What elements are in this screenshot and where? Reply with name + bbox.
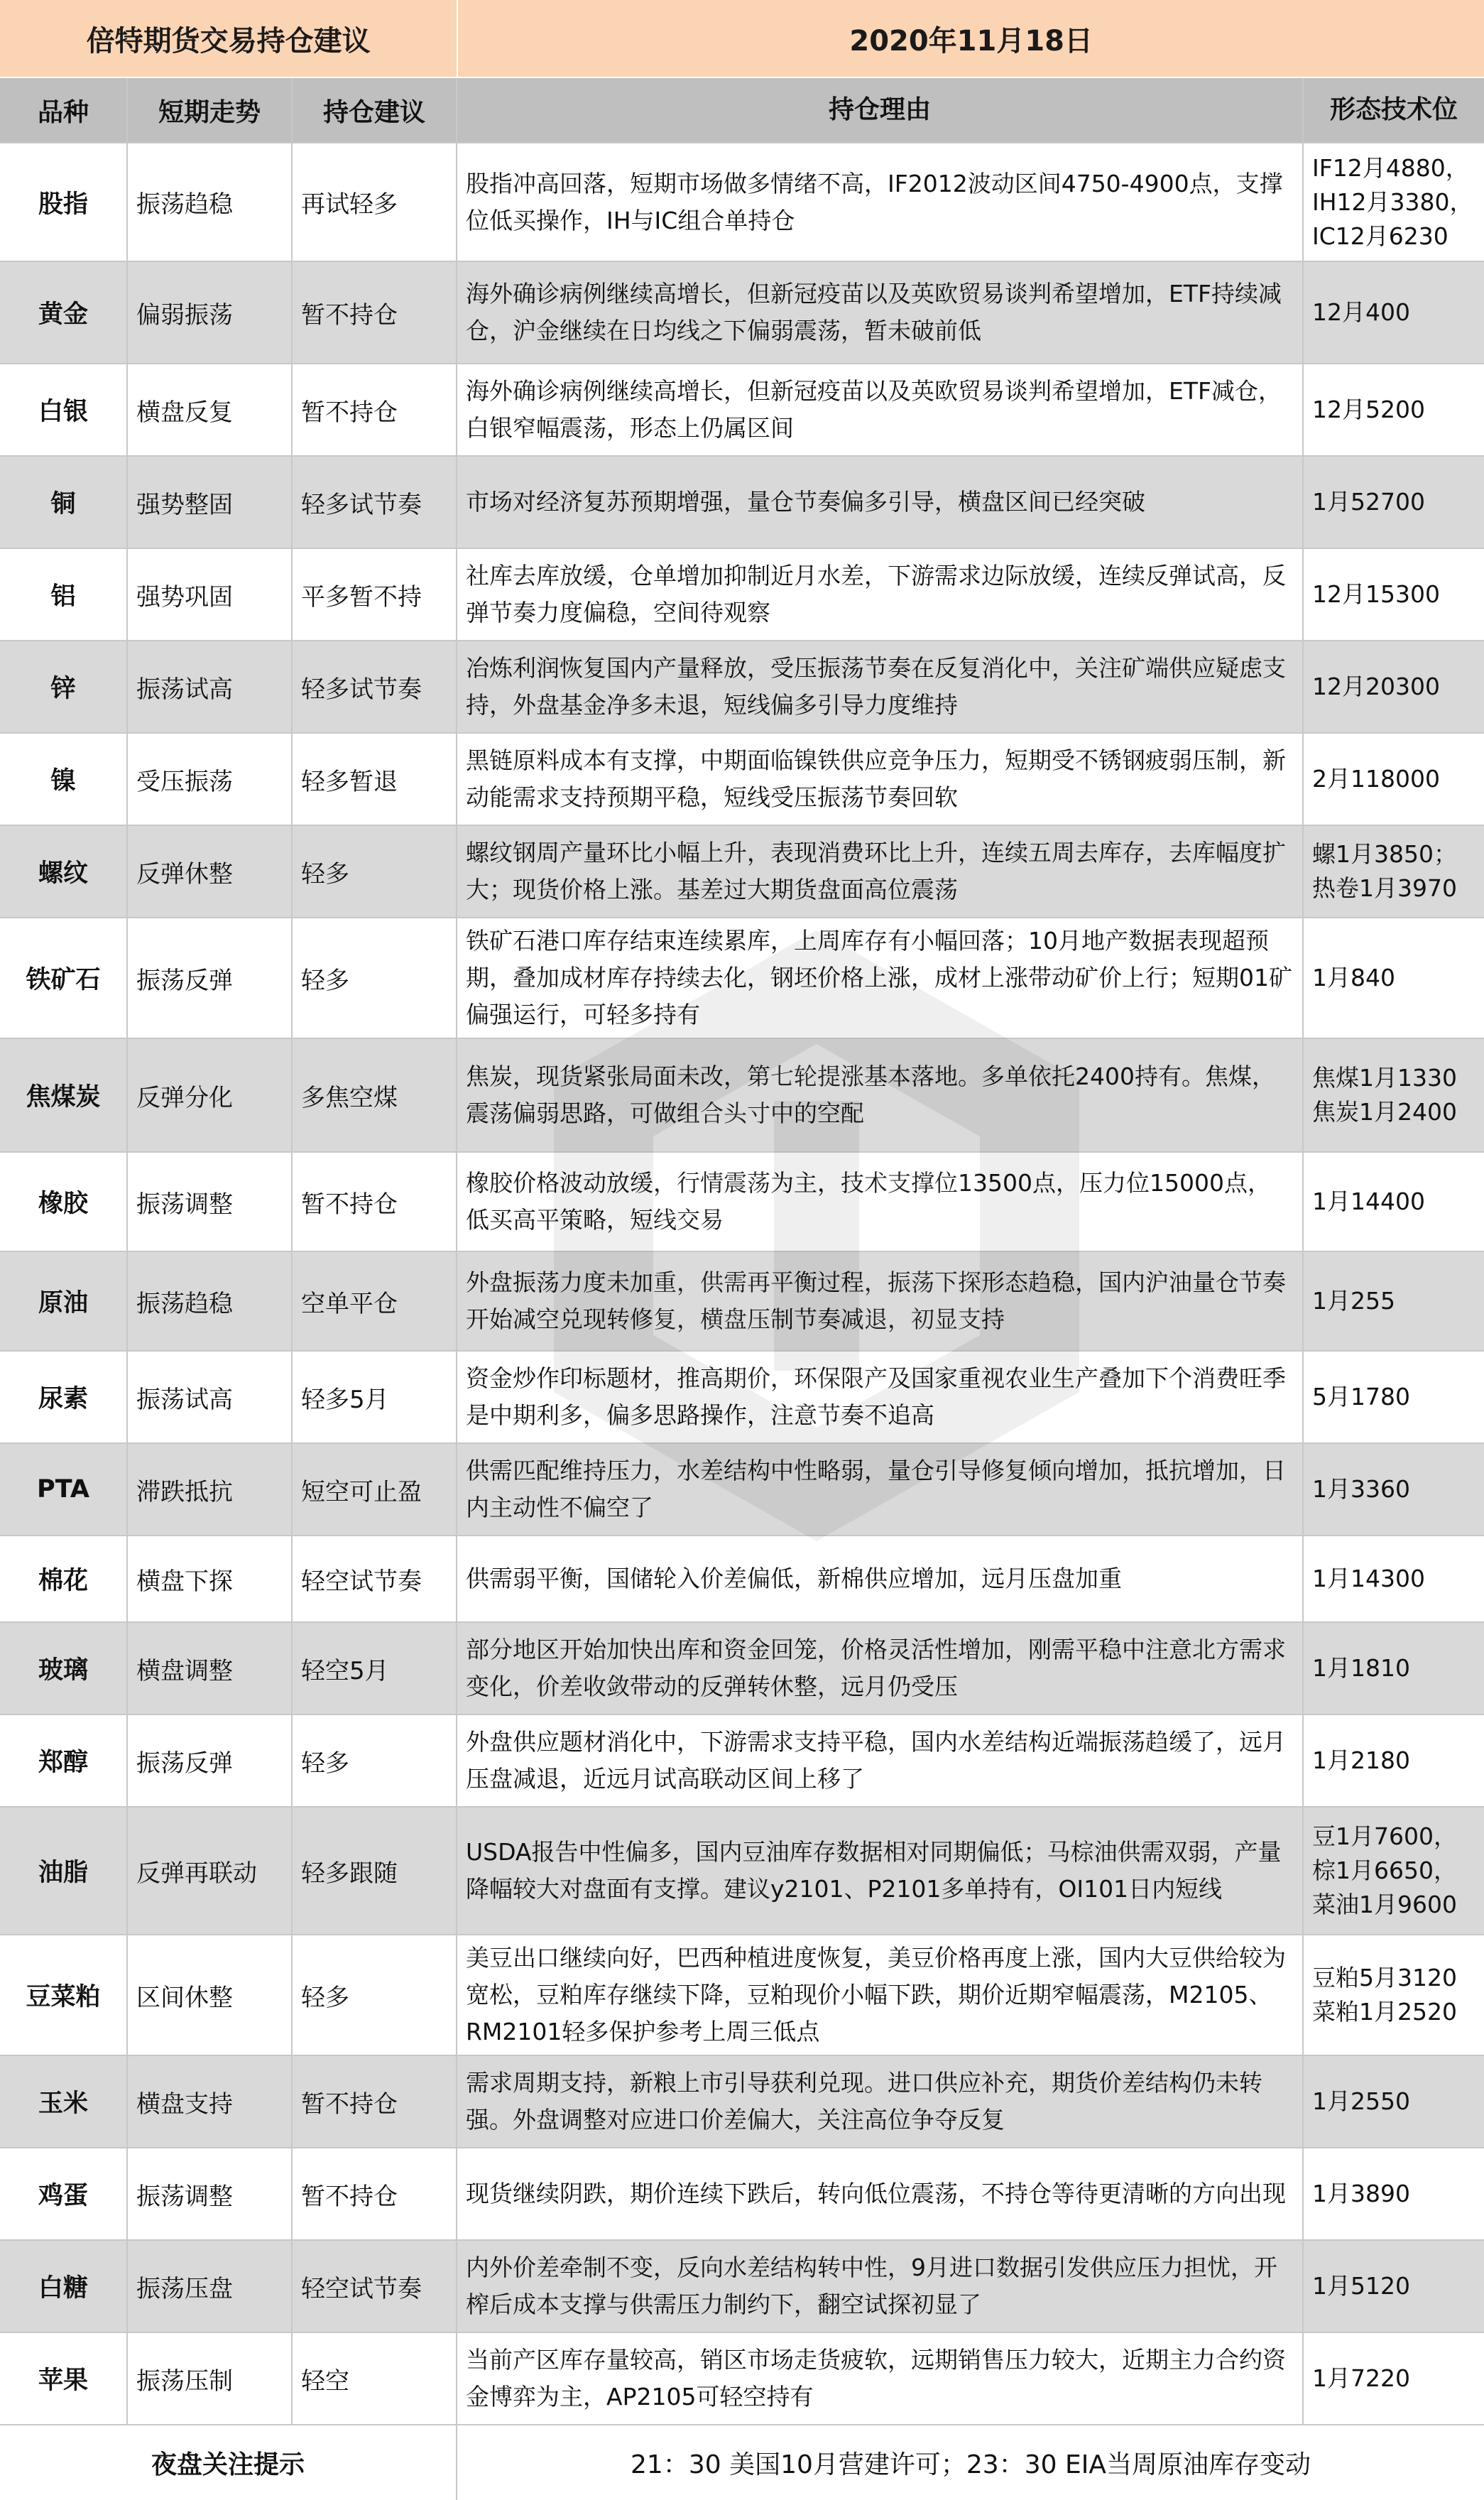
cell-reason: 股指冲高回落，短期市场做多情绪不高，IF2012波动区间4750-4900点，支撑位低买操作，IH与IC组合单持仓 — [457, 143, 1304, 261]
cell-reason: 外盘振荡力度未加重，供需再平衡过程，振荡下探形态趋稳，国内沪油量仓节奏开始减空兑现转修复，横盘压制节奏减退，初显支持 — [457, 1252, 1304, 1350]
cell-advice: 轻空试节奏 — [293, 1536, 457, 1621]
cell-advice: 轻空5月 — [293, 1623, 457, 1714]
cell-variety: 鸡蛋 — [0, 2148, 128, 2239]
cell-reason: 海外确诊病例继续高增长，但新冠疫苗以及英欧贸易谈判希望增加，ETF减仓，白银窄幅震荡，形态上仍属区间 — [457, 364, 1304, 455]
cell-variety: 黄金 — [0, 262, 128, 363]
cell-advice: 轻空 — [293, 2333, 457, 2424]
cell-tech: 12月400 — [1312, 298, 1410, 326]
cell-reason: 焦炭，现货紧张局面未改，第七轮提涨基本落地。多单依托2400持有。焦煤，震荡偏弱思路，可做组合头寸中的空配 — [457, 1039, 1304, 1151]
cell-variety: 玉米 — [0, 2056, 128, 2147]
cell-advice: 暂不持仓 — [293, 364, 457, 455]
table-row — [0, 2055, 1484, 2147]
cell-tech: 1月2180 — [1312, 1746, 1410, 1774]
cell-reason: 当前产区库存量较高，销区市场走货疲软，远期销售压力较大，近期主力合约资金博弈为主，AP2105可轻空持有 — [457, 2333, 1304, 2424]
cell-trend: 振荡反弹 — [128, 1715, 293, 1806]
cell-variety: 镍 — [0, 734, 128, 825]
cell-variety: 原油 — [0, 1252, 128, 1350]
cell-tech: 12月5200 — [1312, 396, 1425, 423]
table-row — [0, 455, 1484, 548]
cell-trend: 振荡趋稳 — [128, 1252, 293, 1350]
cell-trend: 振荡试高 — [128, 641, 293, 732]
cell-trend: 反弹再联动 — [128, 1808, 293, 1934]
cell-trend: 振荡调整 — [128, 1153, 293, 1251]
cell-tech: 12月20300 — [1312, 673, 1440, 700]
cell-tech: 1月14400 — [1312, 1188, 1425, 1215]
cell-reason: 社库去库放缓，仓单增加抑制近月水差，下游需求边际放缓，连续反弹试高，反弹节奏力度偏稳，空间待观察 — [457, 549, 1304, 640]
cell-trend: 振荡反弹 — [128, 918, 293, 1038]
cell-reason: 供需弱平衡，国储轮入价差偏低，新棉供应增加，远月压盘加重 — [457, 1536, 1304, 1621]
cell-trend: 反弹休整 — [128, 826, 293, 917]
cell-advice: 轻多 — [293, 1715, 457, 1806]
table-row — [0, 2239, 1484, 2332]
table-row — [0, 261, 1484, 363]
cell-tech: 2月118000 — [1312, 765, 1440, 793]
cell-advice: 轻空试节奏 — [293, 2241, 457, 2332]
cell-trend: 振荡压盘 — [128, 2241, 293, 2332]
cell-variety: 螺纹 — [0, 826, 128, 917]
cell-tech: IF12月4880，IH12月3380，IC12月6230 — [1312, 153, 1473, 250]
cell-trend: 强势巩固 — [128, 549, 293, 640]
cell-advice: 再试轻多 — [293, 143, 457, 261]
cell-variety: 棉花 — [0, 1536, 128, 1621]
cell-trend: 区间休整 — [128, 1935, 293, 2055]
cell-advice: 轻多 — [293, 826, 457, 917]
table-row — [0, 640, 1484, 732]
cell-reason: 部分地区开始加快出库和资金回笼，价格灵活性增加，刚需平稳中注意北方需求变化，价差收敛带动的反弹转休整，远月仍受压 — [457, 1623, 1304, 1714]
cell-variety: 铁矿石 — [0, 918, 128, 1038]
cell-advice: 轻多5月 — [293, 1352, 457, 1442]
cell-trend: 反弹分化 — [128, 1039, 293, 1151]
cell-variety: 铜 — [0, 457, 128, 548]
cell-variety: 橡胶 — [0, 1153, 128, 1251]
header-advice: 持仓建议 — [293, 78, 457, 142]
cell-trend: 振荡调整 — [128, 2148, 293, 2239]
cell-advice: 暂不持仓 — [293, 1153, 457, 1251]
footer-label: 夜盘关注提示 — [0, 2425, 457, 2500]
table-row — [0, 1621, 1484, 1714]
header-variety: 品种 — [0, 78, 128, 142]
sheet-date: 2020年11月18日 — [458, 0, 1484, 77]
table-row — [0, 1806, 1484, 1934]
cell-variety: 白银 — [0, 364, 128, 455]
table-row — [0, 1535, 1484, 1621]
cell-advice: 轻多试节奏 — [293, 641, 457, 732]
table-header — [0, 78, 1484, 142]
cell-tech: 5月1780 — [1312, 1383, 1410, 1411]
cell-variety: 尿素 — [0, 1352, 128, 1442]
table-row — [0, 1442, 1484, 1535]
sheet-title: 倍特期货交易持仓建议 — [0, 0, 458, 77]
cell-reason: 供需匹配维持压力，水差结构中性略弱，量仓引导修复倾向增加，抵抗增加，日内主动性不偏空了 — [457, 1444, 1304, 1535]
cell-advice: 轻多 — [293, 918, 457, 1038]
cell-trend: 滞跌抵抗 — [128, 1444, 293, 1535]
cell-trend: 横盘反复 — [128, 364, 293, 455]
night-session-footer — [0, 2424, 1484, 2500]
table-row — [0, 1151, 1484, 1251]
cell-reason: 外盘供应题材消化中，下游需求支持平稳，国内水差结构近端振荡趋缓了，远月压盘减退，近远月试高联动区间上移了 — [457, 1715, 1304, 1806]
cell-variety: 玻璃 — [0, 1623, 128, 1714]
cell-reason: 铁矿石港口库存结束连续累库，上周库存有小幅回落；10月地产数据表现超预期，叠加成材库存持续去化，钢坯价格上涨，成材上涨带动矿价上行；短期01矿偏强运行，可轻多持有 — [457, 918, 1304, 1038]
cell-trend: 振荡压制 — [128, 2333, 293, 2424]
table-body — [0, 142, 1484, 2424]
cell-advice: 暂不持仓 — [293, 262, 457, 363]
cell-variety: 豆菜粕 — [0, 1935, 128, 2055]
table-row — [0, 1350, 1484, 1442]
cell-tech: 1月1810 — [1312, 1654, 1410, 1682]
cell-tech: 1月52700 — [1312, 488, 1425, 516]
cell-variety: 油脂 — [0, 1808, 128, 1934]
cell-advice: 暂不持仓 — [293, 2148, 457, 2239]
cell-reason: 市场对经济复苏预期增强，量仓节奏偏多引导，横盘区间已经突破 — [457, 457, 1304, 548]
cell-tech: 焦煤1月1330 焦炭1月2400 — [1312, 1064, 1457, 1126]
cell-variety: 锌 — [0, 641, 128, 732]
table-row — [0, 1251, 1484, 1350]
cell-variety: 苹果 — [0, 2333, 128, 2424]
cell-advice: 短空可止盈 — [293, 1444, 457, 1535]
cell-advice: 轻多 — [293, 1935, 457, 2055]
cell-reason: 内外价差牵制不变，反向水差结构转中性，9月进口数据引发供应压力担忧，开榨后成本支撑与供需压力制约下，翻空试探初显了 — [457, 2241, 1304, 2332]
cell-variety: 焦煤炭 — [0, 1039, 128, 1151]
cell-tech: 1月2550 — [1312, 2087, 1410, 2115]
cell-trend: 偏弱振荡 — [128, 262, 293, 363]
cell-tech: 1月3360 — [1312, 1475, 1410, 1503]
cell-reason: 黑链原料成本有支撑，中期面临镍铁供应竞争压力，短期受不锈钢疲弱压制，新动能需求支持预期平稳，短线受压振荡节奏回软 — [457, 734, 1304, 825]
table-row — [0, 1934, 1484, 2055]
table-row — [0, 1714, 1484, 1806]
cell-variety: PTA — [0, 1444, 128, 1535]
cell-tech: 1月840 — [1312, 964, 1395, 991]
table-row — [0, 363, 1484, 455]
cell-advice: 多焦空煤 — [293, 1039, 457, 1151]
cell-trend: 强势整固 — [128, 457, 293, 548]
table-row — [0, 548, 1484, 640]
cell-trend: 横盘支持 — [128, 2056, 293, 2147]
cell-reason: 美豆出口继续向好，巴西种植进度恢复，美豆价格再度上涨，国内大豆供给较为宽松，豆粕库存继续下降，豆粕现价小幅下跌，期价近期窄幅震荡，M2105、RM2101轻多保护参考上周三低点 — [457, 1935, 1304, 2055]
table-row — [0, 1038, 1484, 1151]
cell-tech: 1月255 — [1312, 1287, 1395, 1315]
cell-advice: 轻多试节奏 — [293, 457, 457, 548]
footer-value: 21：30 美国10月营建许可；23：30 EIA当周原油库存变动 — [631, 2450, 1311, 2479]
cell-trend: 横盘下探 — [128, 1536, 293, 1621]
cell-tech: 螺1月3850；热卷1月3970 — [1312, 840, 1457, 902]
table-row — [0, 2332, 1484, 2424]
cell-reason: 现货继续阴跌，期价连续下跌后，转向低位震荡，不持仓等待更清晰的方向出现 — [457, 2148, 1304, 2239]
cell-variety: 铝 — [0, 549, 128, 640]
cell-reason: 资金炒作印标题材，推高期价，环保限产及国家重视农业生产叠加下个消费旺季是中期利多，偏多思路操作，注意节奏不追高 — [457, 1352, 1304, 1442]
cell-tech: 豆粕5月3120 菜粕1月2520 — [1312, 1964, 1457, 2026]
cell-reason: 需求周期支持，新粮上市引导获利兑现。进口供应补充，期货价差结构仍未转强。外盘调整对应进口价差偏大，关注高位争夺反复 — [457, 2056, 1304, 2147]
cell-tech: 12月15300 — [1312, 580, 1440, 608]
header-reason: 持仓理由 — [457, 78, 1304, 142]
cell-trend: 振荡趋稳 — [128, 143, 293, 261]
cell-reason: 海外确诊病例继续高增长，但新冠疫苗以及英欧贸易谈判希望增加，ETF持续减仓，沪金继续在日均线之下偏弱震荡，暂未破前低 — [457, 262, 1304, 363]
cell-tech: 1月14300 — [1312, 1565, 1425, 1592]
cell-variety: 股指 — [0, 143, 128, 261]
table-row — [0, 2147, 1484, 2239]
cell-advice: 暂不持仓 — [293, 2056, 457, 2147]
cell-tech: 1月7220 — [1312, 2364, 1410, 2392]
cell-advice: 空单平仓 — [293, 1252, 457, 1350]
cell-reason: 冶炼利润恢复国内产量释放，受压振荡节奏在反复消化中，关注矿端供应疑虑支持，外盘基金净多未退，短线偏多引导力度维持 — [457, 641, 1304, 732]
header-tech: 形态技术位 — [1329, 95, 1458, 124]
cell-tech: 1月3890 — [1312, 2180, 1410, 2207]
cell-variety: 郑醇 — [0, 1715, 128, 1806]
header-trend: 短期走势 — [128, 78, 293, 142]
cell-trend: 受压振荡 — [128, 734, 293, 825]
cell-trend: 横盘调整 — [128, 1623, 293, 1714]
cell-tech: 豆1月7600，棕1月6650，菜油1月9600 — [1312, 1822, 1457, 1918]
title-row — [0, 0, 1484, 78]
table-row — [0, 732, 1484, 825]
cell-reason: 橡胶价格波动放缓，行情震荡为主，技术支撑位13500点，压力位15000点，低买高平策略，短线交易 — [457, 1153, 1304, 1251]
cell-reason: 螺纹钢周产量环比小幅上升，表现消费环比上升，连续五周去库存，去库幅度扩大；现货价格上涨。基差过大期货盘面高位震荡 — [457, 826, 1304, 917]
cell-advice: 平多暂不持 — [293, 549, 457, 640]
cell-tech: 1月5120 — [1312, 2272, 1410, 2300]
cell-trend: 振荡试高 — [128, 1352, 293, 1442]
cell-reason: USDA报告中性偏多，国内豆油库存数据相对同期偏低；马棕油供需双弱，产量降幅较大对盘面有支撑。建议y2101、P2101多单持有，OI101日内短线 — [457, 1808, 1304, 1934]
table-row — [0, 142, 1484, 261]
cell-advice: 轻多暂退 — [293, 734, 457, 825]
table-row — [0, 825, 1484, 917]
cell-advice: 轻多跟随 — [293, 1808, 457, 1934]
cell-variety: 白糖 — [0, 2241, 128, 2332]
table-row — [0, 917, 1484, 1038]
